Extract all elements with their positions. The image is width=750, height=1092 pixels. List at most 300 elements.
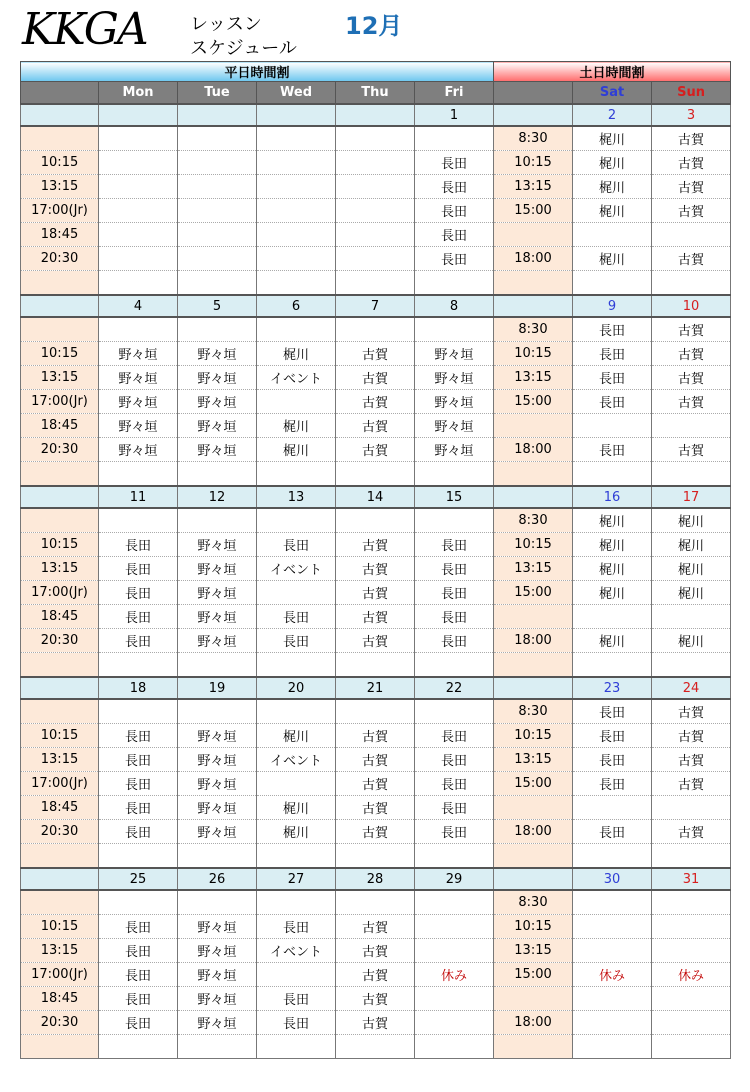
lesson-cell: イベント: [257, 748, 336, 772]
date-cell-blank: [21, 677, 99, 699]
lesson-cell: [652, 605, 731, 629]
lesson-cell: 古賀: [652, 772, 731, 796]
date-cell: [494, 104, 573, 126]
time-cell: 10:15: [21, 915, 99, 939]
lesson-cell: 長田: [99, 581, 178, 605]
lesson-cell: 野々垣: [178, 390, 257, 414]
lesson-cell: 野々垣: [178, 414, 257, 438]
lesson-cell: [652, 939, 731, 963]
lesson-cell: [178, 199, 257, 223]
lesson-cell: 野々垣: [415, 414, 494, 438]
table-row: [21, 390, 731, 414]
lesson-cell: 長田: [415, 605, 494, 629]
lesson-cell: 野々垣: [178, 748, 257, 772]
time-cell: 13:15: [21, 557, 99, 581]
lesson-cell: [257, 581, 336, 605]
date-cell: [178, 104, 257, 126]
lesson-cell: [652, 844, 731, 869]
lesson-cell: [336, 271, 415, 296]
day-header: Tue: [178, 82, 257, 105]
lesson-cell: [573, 890, 652, 915]
day-header: Thu: [336, 82, 415, 105]
date-cell: 28: [336, 868, 415, 890]
lesson-cell: 梶川: [573, 533, 652, 557]
time-cell: 15:00: [494, 390, 573, 414]
table-row: [21, 772, 731, 796]
table-row: [21, 342, 731, 366]
lesson-cell: 梶川: [257, 820, 336, 844]
lesson-cell: 長田: [573, 366, 652, 390]
lesson-cell: 梶川: [652, 581, 731, 605]
lesson-cell: 長田: [257, 987, 336, 1011]
table-row: [21, 126, 731, 151]
lesson-cell: 古賀: [652, 317, 731, 342]
lesson-cell: 野々垣: [178, 915, 257, 939]
date-cell-blank: [21, 486, 99, 508]
time-cell: 18:45: [21, 796, 99, 820]
lesson-cell: [415, 915, 494, 939]
lesson-cell: [652, 1035, 731, 1059]
day-header: Sat: [573, 82, 652, 105]
date-cell: 19: [178, 677, 257, 699]
lesson-cell: 古賀: [336, 820, 415, 844]
lesson-cell: 長田: [415, 175, 494, 199]
lesson-cell: 野々垣: [415, 366, 494, 390]
lesson-cell: [336, 151, 415, 175]
lesson-cell: 長田: [415, 724, 494, 748]
lesson-cell: [257, 963, 336, 987]
time-cell: [494, 653, 573, 678]
lesson-cell: 野々垣: [178, 820, 257, 844]
lesson-cell: [415, 1035, 494, 1059]
lesson-cell: 野々垣: [99, 390, 178, 414]
lesson-cell: [336, 1035, 415, 1059]
section-header-row: [21, 62, 731, 82]
lesson-cell: 長田: [99, 533, 178, 557]
lesson-cell: 梶川: [652, 629, 731, 653]
lesson-cell: [178, 699, 257, 724]
lesson-cell: 長田: [257, 533, 336, 557]
lesson-cell: [99, 699, 178, 724]
lesson-cell: [178, 508, 257, 533]
table-row: [21, 366, 731, 390]
lesson-cell: 長田: [257, 915, 336, 939]
lesson-cell: 古賀: [336, 724, 415, 748]
table-row: [21, 605, 731, 629]
lesson-cell: 梶川: [257, 724, 336, 748]
lesson-cell: 長田: [415, 629, 494, 653]
time-cell: [21, 653, 99, 678]
lesson-cell: 古賀: [652, 724, 731, 748]
lesson-cell: [415, 653, 494, 678]
lesson-cell: [178, 126, 257, 151]
table-row: [21, 223, 731, 247]
lesson-cell: 野々垣: [178, 557, 257, 581]
lesson-cell: [573, 653, 652, 678]
table-row: [21, 820, 731, 844]
lesson-cell: [415, 462, 494, 487]
time-cell: 20:30: [21, 438, 99, 462]
lesson-cell: [415, 939, 494, 963]
lesson-cell: 野々垣: [178, 724, 257, 748]
lesson-cell: [336, 175, 415, 199]
time-cell: [21, 890, 99, 915]
lesson-cell: [99, 223, 178, 247]
lesson-cell: 長田: [99, 557, 178, 581]
time-cell: 18:45: [21, 987, 99, 1011]
lesson-cell: [336, 462, 415, 487]
table-row: [21, 987, 731, 1011]
lesson-cell: [257, 508, 336, 533]
date-cell: 2: [573, 104, 652, 126]
lesson-cell: [257, 199, 336, 223]
date-cell: 30: [573, 868, 652, 890]
date-cell: 22: [415, 677, 494, 699]
lesson-cell: [573, 844, 652, 869]
time-cell: 18:00: [494, 629, 573, 653]
lesson-cell: 古賀: [652, 820, 731, 844]
date-cell: 27: [257, 868, 336, 890]
lesson-cell: [99, 151, 178, 175]
weekday-section-label: 平日時間割: [21, 62, 494, 82]
lesson-cell: [652, 271, 731, 296]
lesson-cell: [257, 317, 336, 342]
lesson-cell: 古賀: [336, 796, 415, 820]
date-cell-blank: [21, 104, 99, 126]
lesson-cell: [336, 844, 415, 869]
time-cell: 13:15: [494, 557, 573, 581]
date-cell: 5: [178, 295, 257, 317]
lesson-cell: [573, 1035, 652, 1059]
table-row: [21, 581, 731, 605]
lesson-cell: [257, 126, 336, 151]
lesson-cell: イベント: [257, 939, 336, 963]
table-row: [21, 247, 731, 271]
lesson-cell: [336, 126, 415, 151]
time-cell: [21, 844, 99, 869]
lesson-cell: 梶川: [652, 557, 731, 581]
lesson-cell: 長田: [99, 915, 178, 939]
lesson-cell: 野々垣: [178, 987, 257, 1011]
time-cell: 18:00: [494, 820, 573, 844]
date-cell: 15: [415, 486, 494, 508]
lesson-cell: 古賀: [336, 414, 415, 438]
lesson-cell: [336, 223, 415, 247]
lesson-cell: 長田: [415, 247, 494, 271]
lesson-cell: イベント: [257, 366, 336, 390]
lesson-cell: [573, 223, 652, 247]
lesson-cell: 野々垣: [178, 366, 257, 390]
lesson-cell: 長田: [99, 987, 178, 1011]
lesson-cell: [178, 223, 257, 247]
logo: [22, 6, 182, 64]
lesson-cell: 長田: [99, 748, 178, 772]
lesson-cell: 古賀: [336, 963, 415, 987]
lesson-cell: [257, 699, 336, 724]
lesson-cell: [178, 653, 257, 678]
lesson-cell: [178, 247, 257, 271]
lesson-cell: 古賀: [336, 533, 415, 557]
time-cell: 18:00: [494, 1011, 573, 1035]
lesson-cell: 長田: [415, 748, 494, 772]
time-cell: 13:15: [494, 939, 573, 963]
table-row: [21, 199, 731, 223]
lesson-cell: [573, 414, 652, 438]
schedule-grid: [20, 61, 730, 1059]
lesson-cell: 古賀: [336, 772, 415, 796]
time-cell: [494, 462, 573, 487]
lesson-cell: 長田: [415, 557, 494, 581]
lesson-cell: [415, 844, 494, 869]
lesson-cell: [257, 1035, 336, 1059]
lesson-cell: 梶川: [573, 508, 652, 533]
lesson-cell: [99, 508, 178, 533]
lesson-cell: 梶川: [573, 175, 652, 199]
date-cell: 13: [257, 486, 336, 508]
lesson-cell: 野々垣: [99, 366, 178, 390]
time-cell: 13:15: [494, 366, 573, 390]
lesson-cell: [257, 844, 336, 869]
lesson-cell: 野々垣: [178, 1011, 257, 1035]
time-cell: 10:15: [494, 724, 573, 748]
lesson-cell: 梶川: [257, 438, 336, 462]
lesson-cell: [573, 915, 652, 939]
table-row: [21, 1011, 731, 1035]
time-cell: [21, 1035, 99, 1059]
date-cell: 14: [336, 486, 415, 508]
time-cell: 10:15: [494, 915, 573, 939]
lesson-cell: [178, 890, 257, 915]
lesson-cell: 梶川: [257, 414, 336, 438]
lesson-cell: [573, 1011, 652, 1035]
lesson-cell: 休み: [652, 963, 731, 987]
lesson-cell: [99, 890, 178, 915]
lesson-cell: 長田: [99, 796, 178, 820]
lesson-cell: [178, 151, 257, 175]
lesson-cell: 梶川: [257, 342, 336, 366]
lesson-cell: [257, 890, 336, 915]
lesson-cell: 古賀: [336, 748, 415, 772]
time-cell: 17:00(Jr): [21, 963, 99, 987]
lesson-cell: 梶川: [573, 581, 652, 605]
lesson-cell: [178, 462, 257, 487]
time-cell: 15:00: [494, 772, 573, 796]
date-row: [21, 104, 731, 126]
date-cell: 9: [573, 295, 652, 317]
time-cell: 10:15: [21, 342, 99, 366]
table-row: [21, 175, 731, 199]
time-cell: 18:45: [21, 605, 99, 629]
lesson-cell: [257, 462, 336, 487]
date-cell: [494, 868, 573, 890]
lesson-cell: 古賀: [652, 247, 731, 271]
lesson-cell: [415, 1011, 494, 1035]
lesson-cell: [573, 462, 652, 487]
date-cell: 18: [99, 677, 178, 699]
time-cell: 20:30: [21, 1011, 99, 1035]
lesson-cell: 古賀: [336, 629, 415, 653]
lesson-cell: [99, 844, 178, 869]
lesson-cell: 野々垣: [178, 796, 257, 820]
table-row: [21, 462, 731, 487]
lesson-cell: [257, 223, 336, 247]
time-cell: 15:00: [494, 199, 573, 223]
table-row: [21, 796, 731, 820]
lesson-cell: 梶川: [573, 199, 652, 223]
lesson-cell: [652, 796, 731, 820]
lesson-cell: [336, 653, 415, 678]
lesson-cell: 古賀: [336, 605, 415, 629]
table-row: [21, 724, 731, 748]
date-cell: [99, 104, 178, 126]
lesson-cell: 野々垣: [178, 963, 257, 987]
table-row: [21, 1035, 731, 1059]
lesson-cell: 古賀: [336, 581, 415, 605]
lesson-cell: 梶川: [573, 557, 652, 581]
lesson-cell: 長田: [573, 342, 652, 366]
lesson-cell: [257, 271, 336, 296]
lesson-cell: [99, 462, 178, 487]
lesson-cell: 野々垣: [178, 342, 257, 366]
table-row: [21, 890, 731, 915]
lesson-cell: 古賀: [652, 390, 731, 414]
lesson-cell: [257, 247, 336, 271]
time-cell: 10:15: [21, 533, 99, 557]
lesson-cell: [652, 414, 731, 438]
time-cell: 13:15: [494, 175, 573, 199]
lesson-cell: [415, 126, 494, 151]
lesson-cell: 古賀: [652, 438, 731, 462]
date-cell: 26: [178, 868, 257, 890]
day-header: Mon: [99, 82, 178, 105]
lesson-cell: [257, 175, 336, 199]
time-cell: 17:00(Jr): [21, 772, 99, 796]
time-cell: 15:00: [494, 963, 573, 987]
lesson-cell: 長田: [415, 796, 494, 820]
weekend-section-label: 土日時間割: [494, 62, 731, 82]
time-cell: 15:00: [494, 581, 573, 605]
date-row: [21, 295, 731, 317]
lesson-cell: 古賀: [336, 438, 415, 462]
lesson-cell: [178, 844, 257, 869]
date-cell: 4: [99, 295, 178, 317]
lesson-cell: 長田: [99, 772, 178, 796]
time-cell: 20:30: [21, 247, 99, 271]
day-header: Wed: [257, 82, 336, 105]
lesson-cell: 梶川: [652, 533, 731, 557]
lesson-cell: 梶川: [573, 247, 652, 271]
lesson-cell: [336, 508, 415, 533]
lesson-cell: [99, 653, 178, 678]
lesson-cell: [652, 890, 731, 915]
lesson-cell: 長田: [573, 748, 652, 772]
lesson-cell: 野々垣: [178, 605, 257, 629]
lesson-cell: [415, 508, 494, 533]
day-header-blank: [21, 82, 99, 105]
time-cell: 17:00(Jr): [21, 581, 99, 605]
date-cell: 21: [336, 677, 415, 699]
day-header: Sun: [652, 82, 731, 105]
lesson-cell: [652, 653, 731, 678]
lesson-cell: [99, 271, 178, 296]
table-row: [21, 748, 731, 772]
lesson-cell: 古賀: [336, 1011, 415, 1035]
lesson-cell: [336, 890, 415, 915]
date-row: [21, 868, 731, 890]
time-cell: 8:30: [494, 126, 573, 151]
lesson-cell: [99, 1035, 178, 1059]
lesson-cell: 野々垣: [99, 438, 178, 462]
time-cell: [21, 126, 99, 151]
logo-text: KKGA: [22, 4, 147, 55]
lesson-cell: 古賀: [652, 366, 731, 390]
time-cell: 13:15: [21, 175, 99, 199]
time-cell: 18:00: [494, 438, 573, 462]
lesson-cell: 長田: [99, 963, 178, 987]
date-cell: 3: [652, 104, 731, 126]
day-header-row: [21, 82, 731, 105]
time-cell: 18:45: [21, 414, 99, 438]
time-cell: 8:30: [494, 890, 573, 915]
time-cell: [494, 1035, 573, 1059]
table-row: [21, 915, 731, 939]
title-line1: レッスン: [190, 14, 262, 35]
lesson-cell: [652, 462, 731, 487]
lesson-cell: [573, 796, 652, 820]
lesson-cell: [336, 317, 415, 342]
time-cell: 8:30: [494, 699, 573, 724]
lesson-cell: [415, 699, 494, 724]
time-cell: [494, 223, 573, 247]
lesson-cell: 古賀: [336, 342, 415, 366]
lesson-cell: 野々垣: [178, 438, 257, 462]
lesson-cell: [652, 1011, 731, 1035]
lesson-cell: [257, 151, 336, 175]
lesson-cell: [336, 699, 415, 724]
lesson-cell: 古賀: [336, 939, 415, 963]
time-cell: 13:15: [21, 939, 99, 963]
time-cell: 10:15: [494, 533, 573, 557]
time-cell: 13:15: [21, 748, 99, 772]
time-cell: [21, 462, 99, 487]
lesson-cell: 古賀: [652, 199, 731, 223]
lesson-cell: [652, 223, 731, 247]
time-cell: [494, 796, 573, 820]
date-cell: 25: [99, 868, 178, 890]
lesson-cell: [99, 247, 178, 271]
lesson-cell: 長田: [415, 581, 494, 605]
time-cell: 8:30: [494, 317, 573, 342]
lesson-cell: 梶川: [257, 796, 336, 820]
lesson-cell: 長田: [415, 533, 494, 557]
date-row: [21, 486, 731, 508]
lesson-cell: [257, 390, 336, 414]
lesson-cell: 長田: [99, 629, 178, 653]
lesson-cell: 長田: [573, 820, 652, 844]
lesson-cell: [415, 271, 494, 296]
lesson-cell: 野々垣: [99, 342, 178, 366]
lesson-cell: [178, 175, 257, 199]
time-cell: [21, 317, 99, 342]
lesson-cell: 古賀: [336, 987, 415, 1011]
table-row: [21, 414, 731, 438]
lesson-cell: [336, 199, 415, 223]
date-cell: 29: [415, 868, 494, 890]
lesson-cell: 梶川: [573, 629, 652, 653]
time-cell: 8:30: [494, 508, 573, 533]
date-row: [21, 677, 731, 699]
date-cell: 31: [652, 868, 731, 890]
